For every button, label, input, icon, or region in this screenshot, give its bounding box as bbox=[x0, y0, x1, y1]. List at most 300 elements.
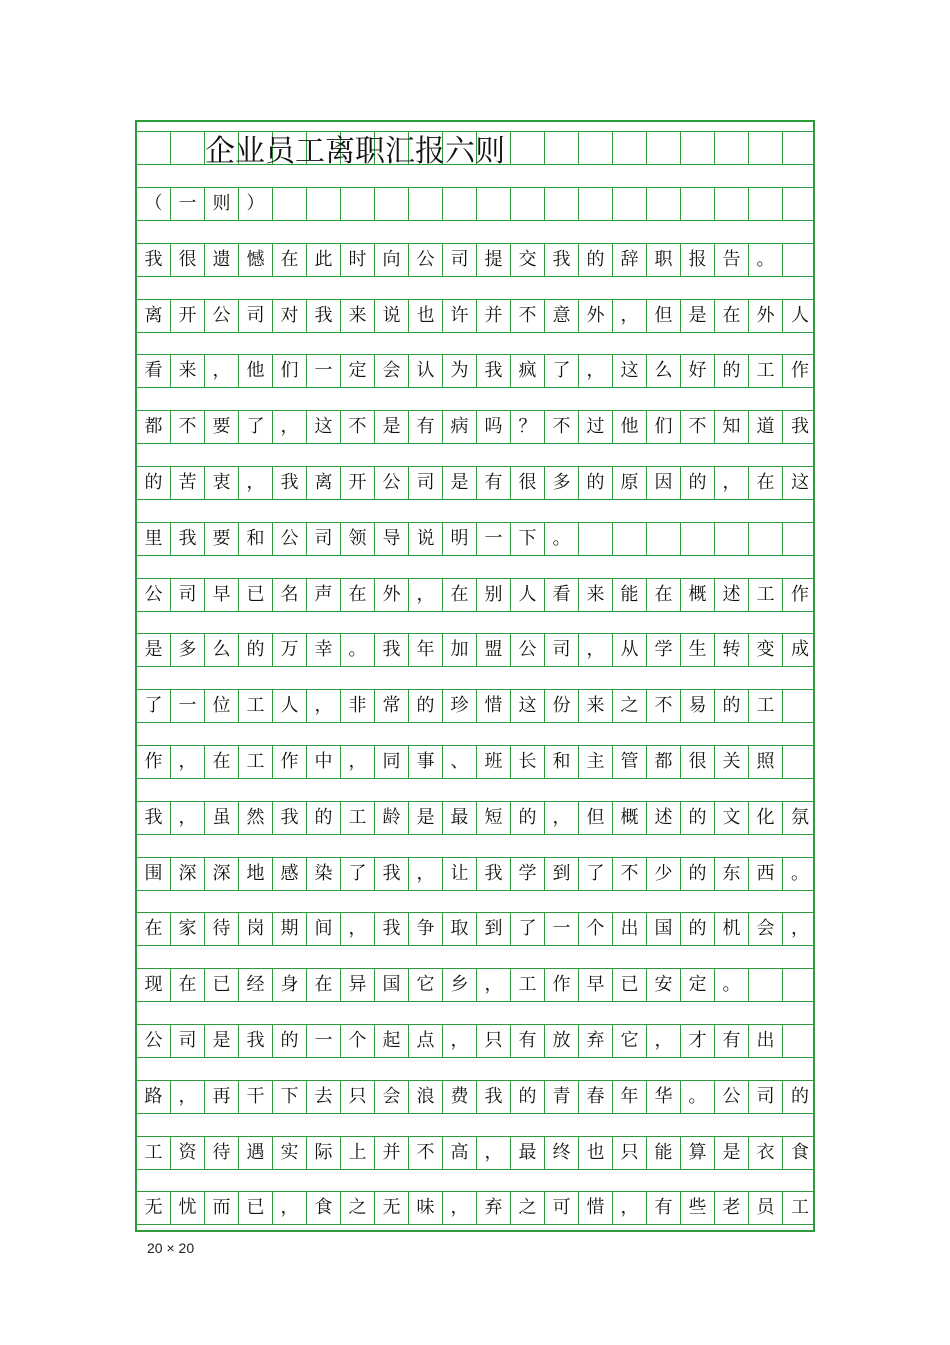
char-cell: 和 bbox=[239, 523, 273, 555]
char-cell: 不 bbox=[613, 858, 647, 890]
char-cell bbox=[783, 690, 817, 722]
manuscript-grid-sheet bbox=[135, 120, 815, 1232]
title-grid-cell bbox=[171, 132, 205, 164]
char-cell: 它 bbox=[409, 969, 443, 1001]
char-cell: 司 bbox=[443, 244, 477, 276]
char-cell: 围 bbox=[137, 858, 171, 890]
char-cell: 幸 bbox=[307, 634, 341, 666]
char-cell: 珍 bbox=[443, 690, 477, 722]
char-cell: 。 bbox=[715, 969, 749, 1001]
char-cell: 华 bbox=[647, 1081, 681, 1113]
char-cell bbox=[783, 188, 817, 220]
char-cell bbox=[579, 188, 613, 220]
char-cell: 作 bbox=[791, 360, 809, 382]
char-cell: 病 bbox=[443, 411, 477, 443]
char-cell: 作 bbox=[273, 746, 307, 778]
char-cell: 明 bbox=[443, 523, 477, 555]
char-cell: 要 bbox=[205, 411, 239, 443]
char-cell: 是 bbox=[375, 411, 409, 443]
char-cell: ， bbox=[791, 918, 809, 940]
char-cell: 人 bbox=[511, 579, 545, 611]
char-cell: 定 bbox=[681, 969, 715, 1001]
char-cell: 我 bbox=[171, 523, 205, 555]
text-row bbox=[137, 745, 813, 779]
char-cell: 同 bbox=[375, 746, 409, 778]
char-cell bbox=[783, 969, 817, 1001]
char-cell: 变 bbox=[749, 634, 783, 666]
char-cell: 会 bbox=[749, 913, 783, 945]
char-cell bbox=[613, 523, 647, 555]
char-cell: 关 bbox=[715, 746, 749, 778]
char-cell: 这 bbox=[791, 472, 809, 493]
char-cell: 班 bbox=[477, 746, 511, 778]
title-grid-cell bbox=[579, 132, 613, 164]
char-cell: 衷 bbox=[205, 467, 239, 499]
char-cell: 非 bbox=[341, 690, 375, 722]
char-cell: 并 bbox=[477, 300, 511, 332]
char-cell: 、 bbox=[443, 746, 477, 778]
char-cell: 少 bbox=[647, 858, 681, 890]
char-cell: 司 bbox=[307, 523, 341, 555]
char-cell: 我 bbox=[239, 1025, 273, 1057]
char-cell: 能 bbox=[613, 579, 647, 611]
char-cell: 外 bbox=[375, 579, 409, 611]
char-cell bbox=[783, 244, 817, 276]
char-cell: 很 bbox=[511, 467, 545, 499]
char-cell: ， bbox=[613, 1192, 647, 1224]
char-cell: 看 bbox=[545, 579, 579, 611]
char-cell: 我 bbox=[307, 300, 341, 332]
char-cell: 在 bbox=[205, 746, 239, 778]
char-cell: 我 bbox=[477, 355, 511, 387]
char-cell: 声 bbox=[307, 579, 341, 611]
char-cell: 待 bbox=[205, 1137, 239, 1169]
char-cell: 有 bbox=[409, 411, 443, 443]
char-cell: 会 bbox=[375, 355, 409, 387]
char-cell: 工 bbox=[749, 579, 783, 611]
char-cell: 们 bbox=[647, 411, 681, 443]
char-cell: 出 bbox=[749, 1025, 783, 1057]
char-cell bbox=[783, 1025, 817, 1057]
char-cell: 疯 bbox=[511, 355, 545, 387]
char-cell: 一 bbox=[171, 188, 205, 220]
char-cell: 的 bbox=[239, 634, 273, 666]
char-cell: 了 bbox=[137, 690, 171, 722]
char-cell: 这 bbox=[307, 411, 341, 443]
text-row bbox=[137, 857, 813, 891]
char-cell: 一 bbox=[477, 523, 511, 555]
char-cell: 报 bbox=[681, 244, 715, 276]
char-cell: 事 bbox=[409, 746, 443, 778]
char-cell: 开 bbox=[341, 467, 375, 499]
char-cell: 中 bbox=[307, 746, 341, 778]
char-cell: 作 bbox=[791, 583, 809, 605]
char-cell: ， bbox=[477, 969, 511, 1001]
char-cell: 在 bbox=[307, 969, 341, 1001]
char-cell: 的 bbox=[273, 1025, 307, 1057]
char-cell: 离 bbox=[307, 467, 341, 499]
char-cell: 易 bbox=[681, 690, 715, 722]
char-cell: 来 bbox=[171, 355, 205, 387]
char-cell: ， bbox=[409, 579, 443, 611]
grid-size-label: 20 × 20 bbox=[147, 1240, 195, 1256]
char-cell: 下 bbox=[511, 523, 545, 555]
char-cell: 我 bbox=[375, 858, 409, 890]
char-cell: 的 bbox=[137, 467, 171, 499]
char-cell: 也 bbox=[409, 300, 443, 332]
char-cell bbox=[477, 188, 511, 220]
char-cell: 不 bbox=[511, 300, 545, 332]
char-cell: 放 bbox=[545, 1025, 579, 1057]
char-cell: 短 bbox=[477, 802, 511, 834]
text-row bbox=[137, 354, 813, 388]
title-grid-cell bbox=[749, 132, 783, 164]
char-cell: 忧 bbox=[171, 1192, 205, 1224]
char-cell: 司 bbox=[545, 634, 579, 666]
char-cell: 说 bbox=[375, 300, 409, 332]
char-cell: 的 bbox=[681, 858, 715, 890]
char-cell bbox=[715, 523, 749, 555]
char-cell: 很 bbox=[171, 244, 205, 276]
char-cell: 食 bbox=[307, 1192, 341, 1224]
char-cell: 别 bbox=[477, 579, 511, 611]
char-cell bbox=[783, 523, 817, 555]
char-cell: ， bbox=[715, 467, 749, 499]
char-cell: 里 bbox=[137, 523, 171, 555]
char-cell: 员 bbox=[749, 1192, 783, 1224]
char-cell: 司 bbox=[171, 1025, 205, 1057]
text-row bbox=[137, 578, 813, 612]
char-cell: 开 bbox=[171, 300, 205, 332]
char-cell: 说 bbox=[409, 523, 443, 555]
char-cell: 资 bbox=[171, 1137, 205, 1169]
char-cell: 外 bbox=[749, 300, 783, 332]
char-cell: 时 bbox=[341, 244, 375, 276]
char-cell: 高 bbox=[443, 1137, 477, 1169]
char-cell: 此 bbox=[307, 244, 341, 276]
char-cell: 个 bbox=[579, 913, 613, 945]
char-cell: 间 bbox=[307, 913, 341, 945]
char-cell: 期 bbox=[273, 913, 307, 945]
char-cell: 万 bbox=[273, 634, 307, 666]
char-cell bbox=[375, 188, 409, 220]
char-cell: 不 bbox=[341, 411, 375, 443]
char-cell: 机 bbox=[715, 913, 749, 945]
char-cell: 地 bbox=[239, 858, 273, 890]
char-cell: 我 bbox=[477, 858, 511, 890]
char-cell: 一 bbox=[171, 690, 205, 722]
char-cell: 的 bbox=[791, 1085, 809, 1107]
char-cell: 年 bbox=[409, 634, 443, 666]
char-cell: ， bbox=[341, 746, 375, 778]
char-cell: 的 bbox=[409, 690, 443, 722]
char-cell: 不 bbox=[409, 1137, 443, 1169]
char-cell: 导 bbox=[375, 523, 409, 555]
char-cell: 食 bbox=[791, 1141, 809, 1163]
char-cell: 弃 bbox=[477, 1192, 511, 1224]
char-cell: 道 bbox=[749, 411, 783, 443]
char-cell: 青 bbox=[545, 1081, 579, 1113]
char-cell: 在 bbox=[137, 913, 171, 945]
char-cell: 家 bbox=[171, 913, 205, 945]
char-cell: 也 bbox=[579, 1137, 613, 1169]
char-cell: 这 bbox=[613, 355, 647, 387]
char-cell: 苦 bbox=[171, 467, 205, 499]
char-cell: 已 bbox=[205, 969, 239, 1001]
char-cell: 的 bbox=[307, 802, 341, 834]
char-cell: 常 bbox=[375, 690, 409, 722]
char-cell: 待 bbox=[205, 913, 239, 945]
title-grid-cell bbox=[613, 132, 647, 164]
char-cell: 辞 bbox=[613, 244, 647, 276]
char-cell: 感 bbox=[273, 858, 307, 890]
char-cell: 则 bbox=[205, 188, 239, 220]
char-cell: 人 bbox=[273, 690, 307, 722]
char-cell: ， bbox=[647, 1025, 681, 1057]
title-grid-cell bbox=[783, 132, 817, 164]
char-cell: 很 bbox=[681, 746, 715, 778]
char-cell: 早 bbox=[205, 579, 239, 611]
char-cell: 要 bbox=[205, 523, 239, 555]
char-cell: 他 bbox=[239, 355, 273, 387]
char-cell: 异 bbox=[341, 969, 375, 1001]
text-row bbox=[137, 1191, 813, 1225]
char-cell: 么 bbox=[205, 634, 239, 666]
char-cell: 了 bbox=[239, 411, 273, 443]
char-cell: 向 bbox=[375, 244, 409, 276]
char-cell: 工 bbox=[791, 1197, 809, 1219]
char-cell: 概 bbox=[613, 802, 647, 834]
title-grid-cell bbox=[715, 132, 749, 164]
char-cell: 起 bbox=[375, 1025, 409, 1057]
char-cell: 到 bbox=[477, 913, 511, 945]
char-cell: 东 bbox=[715, 858, 749, 890]
char-cell: ， bbox=[477, 1137, 511, 1169]
char-cell: 取 bbox=[443, 913, 477, 945]
char-cell bbox=[613, 188, 647, 220]
char-cell: 工 bbox=[749, 355, 783, 387]
char-cell bbox=[749, 188, 783, 220]
title-row bbox=[137, 131, 813, 169]
char-cell: 工 bbox=[239, 690, 273, 722]
char-cell: 会 bbox=[375, 1081, 409, 1113]
char-cell: ， bbox=[579, 634, 613, 666]
char-cell: 弃 bbox=[579, 1025, 613, 1057]
char-cell: 费 bbox=[443, 1081, 477, 1113]
char-cell: 已 bbox=[239, 1192, 273, 1224]
char-cell: 味 bbox=[409, 1192, 443, 1224]
char-cell: 过 bbox=[579, 411, 613, 443]
title-grid-cell bbox=[137, 132, 171, 164]
char-cell: 看 bbox=[137, 355, 171, 387]
char-cell: 认 bbox=[409, 355, 443, 387]
char-cell: 在 bbox=[443, 579, 477, 611]
char-cell bbox=[681, 188, 715, 220]
char-cell: ， bbox=[273, 411, 307, 443]
char-cell: 司 bbox=[409, 467, 443, 499]
char-cell: 下 bbox=[273, 1081, 307, 1113]
title-grid-cell bbox=[511, 132, 545, 164]
text-row bbox=[137, 801, 813, 835]
char-cell: 人 bbox=[791, 304, 809, 326]
char-cell: 公 bbox=[511, 634, 545, 666]
char-cell bbox=[545, 188, 579, 220]
char-cell: 安 bbox=[647, 969, 681, 1001]
char-cell: 的 bbox=[579, 244, 613, 276]
text-row bbox=[137, 243, 813, 277]
char-cell: 遗 bbox=[205, 244, 239, 276]
title-grid-cell bbox=[545, 132, 579, 164]
char-cell: 的 bbox=[511, 802, 545, 834]
char-cell: 多 bbox=[545, 467, 579, 499]
char-cell: 是 bbox=[205, 1025, 239, 1057]
char-cell: 离 bbox=[137, 300, 171, 332]
char-cell: 出 bbox=[613, 913, 647, 945]
char-cell bbox=[341, 188, 375, 220]
char-cell: 都 bbox=[647, 746, 681, 778]
char-cell: 国 bbox=[647, 913, 681, 945]
char-cell: ， bbox=[171, 746, 205, 778]
char-cell: 憾 bbox=[239, 244, 273, 276]
char-cell: 在 bbox=[715, 300, 749, 332]
char-cell: 述 bbox=[647, 802, 681, 834]
char-cell: 早 bbox=[579, 969, 613, 1001]
char-cell: 照 bbox=[749, 746, 783, 778]
char-cell: 管 bbox=[613, 746, 647, 778]
char-cell: ， bbox=[613, 300, 647, 332]
char-cell bbox=[273, 188, 307, 220]
char-cell: 有 bbox=[715, 1025, 749, 1057]
char-cell: 。 bbox=[545, 523, 579, 555]
char-cell: 已 bbox=[239, 579, 273, 611]
char-cell: 工 bbox=[239, 746, 273, 778]
text-row bbox=[137, 912, 813, 946]
char-cell: 这 bbox=[511, 690, 545, 722]
char-cell bbox=[647, 188, 681, 220]
char-cell: 来 bbox=[579, 690, 613, 722]
char-cell: 但 bbox=[647, 300, 681, 332]
char-cell: 龄 bbox=[375, 802, 409, 834]
char-cell: 争 bbox=[409, 913, 443, 945]
char-cell: 之 bbox=[511, 1192, 545, 1224]
char-cell: 司 bbox=[239, 300, 273, 332]
char-cell: 的 bbox=[681, 802, 715, 834]
char-cell: 染 bbox=[307, 858, 341, 890]
char-cell: 的 bbox=[715, 690, 749, 722]
char-cell: 公 bbox=[205, 300, 239, 332]
char-cell: ， bbox=[443, 1192, 477, 1224]
text-row bbox=[137, 522, 813, 556]
char-cell: 工 bbox=[749, 690, 783, 722]
char-cell: 去 bbox=[307, 1081, 341, 1113]
text-row bbox=[137, 689, 813, 723]
char-cell: 为 bbox=[443, 355, 477, 387]
char-cell: 国 bbox=[375, 969, 409, 1001]
char-cell: 司 bbox=[171, 579, 205, 611]
char-cell: 许 bbox=[443, 300, 477, 332]
text-row bbox=[137, 299, 813, 333]
char-cell: 是 bbox=[443, 467, 477, 499]
char-cell: 了 bbox=[511, 913, 545, 945]
char-cell: 生 bbox=[681, 634, 715, 666]
char-cell: 现 bbox=[137, 969, 171, 1001]
char-cell: 春 bbox=[579, 1081, 613, 1113]
char-cell: 加 bbox=[443, 634, 477, 666]
char-cell: 对 bbox=[273, 300, 307, 332]
char-cell: 。 bbox=[341, 634, 375, 666]
char-cell: 份 bbox=[545, 690, 579, 722]
char-cell bbox=[579, 523, 613, 555]
char-cell: 是 bbox=[681, 300, 715, 332]
char-cell: 我 bbox=[545, 244, 579, 276]
char-cell: 在 bbox=[647, 579, 681, 611]
char-cell: 了 bbox=[579, 858, 613, 890]
char-cell: 作 bbox=[137, 746, 171, 778]
char-cell: 公 bbox=[137, 579, 171, 611]
char-cell: 好 bbox=[681, 355, 715, 387]
char-cell: 深 bbox=[171, 858, 205, 890]
char-cell: 成 bbox=[791, 639, 809, 661]
char-cell: 和 bbox=[545, 746, 579, 778]
char-cell: 惜 bbox=[579, 1192, 613, 1224]
char-cell: 遇 bbox=[239, 1137, 273, 1169]
text-row bbox=[137, 633, 813, 667]
char-cell: 一 bbox=[307, 355, 341, 387]
char-cell: ， bbox=[171, 1081, 205, 1113]
char-cell: 之 bbox=[613, 690, 647, 722]
char-cell: 作 bbox=[545, 969, 579, 1001]
char-cell: 我 bbox=[375, 634, 409, 666]
char-cell: 实 bbox=[273, 1137, 307, 1169]
char-cell bbox=[749, 523, 783, 555]
text-row bbox=[137, 1080, 813, 1114]
char-cell: 西 bbox=[749, 858, 783, 890]
char-cell: 转 bbox=[715, 634, 749, 666]
char-cell: 工 bbox=[137, 1137, 171, 1169]
char-cell: 述 bbox=[715, 579, 749, 611]
char-cell bbox=[715, 188, 749, 220]
char-cell: 有 bbox=[477, 467, 511, 499]
char-cell: 主 bbox=[579, 746, 613, 778]
char-cell: 再 bbox=[205, 1081, 239, 1113]
char-cell: 之 bbox=[341, 1192, 375, 1224]
char-cell: 不 bbox=[647, 690, 681, 722]
char-cell: 浪 bbox=[409, 1081, 443, 1113]
char-cell: 我 bbox=[477, 1081, 511, 1113]
char-cell: 不 bbox=[681, 411, 715, 443]
char-cell: 终 bbox=[545, 1137, 579, 1169]
char-cell: 是 bbox=[409, 802, 443, 834]
char-cell: 我 bbox=[375, 913, 409, 945]
char-cell: 知 bbox=[715, 411, 749, 443]
char-cell: 。 bbox=[749, 244, 783, 276]
char-cell: 名 bbox=[273, 579, 307, 611]
char-cell: 多 bbox=[171, 634, 205, 666]
char-cell: ， bbox=[443, 1025, 477, 1057]
char-cell: ？ bbox=[511, 411, 545, 443]
char-cell bbox=[647, 523, 681, 555]
char-cell bbox=[409, 188, 443, 220]
char-cell: 学 bbox=[647, 634, 681, 666]
char-cell: 领 bbox=[341, 523, 375, 555]
char-cell: 际 bbox=[307, 1137, 341, 1169]
char-cell: 定 bbox=[341, 355, 375, 387]
char-cell: 工 bbox=[341, 802, 375, 834]
char-cell: 我 bbox=[137, 802, 171, 834]
char-cell: 化 bbox=[749, 802, 783, 834]
char-cell: 个 bbox=[341, 1025, 375, 1057]
char-cell: 经 bbox=[239, 969, 273, 1001]
